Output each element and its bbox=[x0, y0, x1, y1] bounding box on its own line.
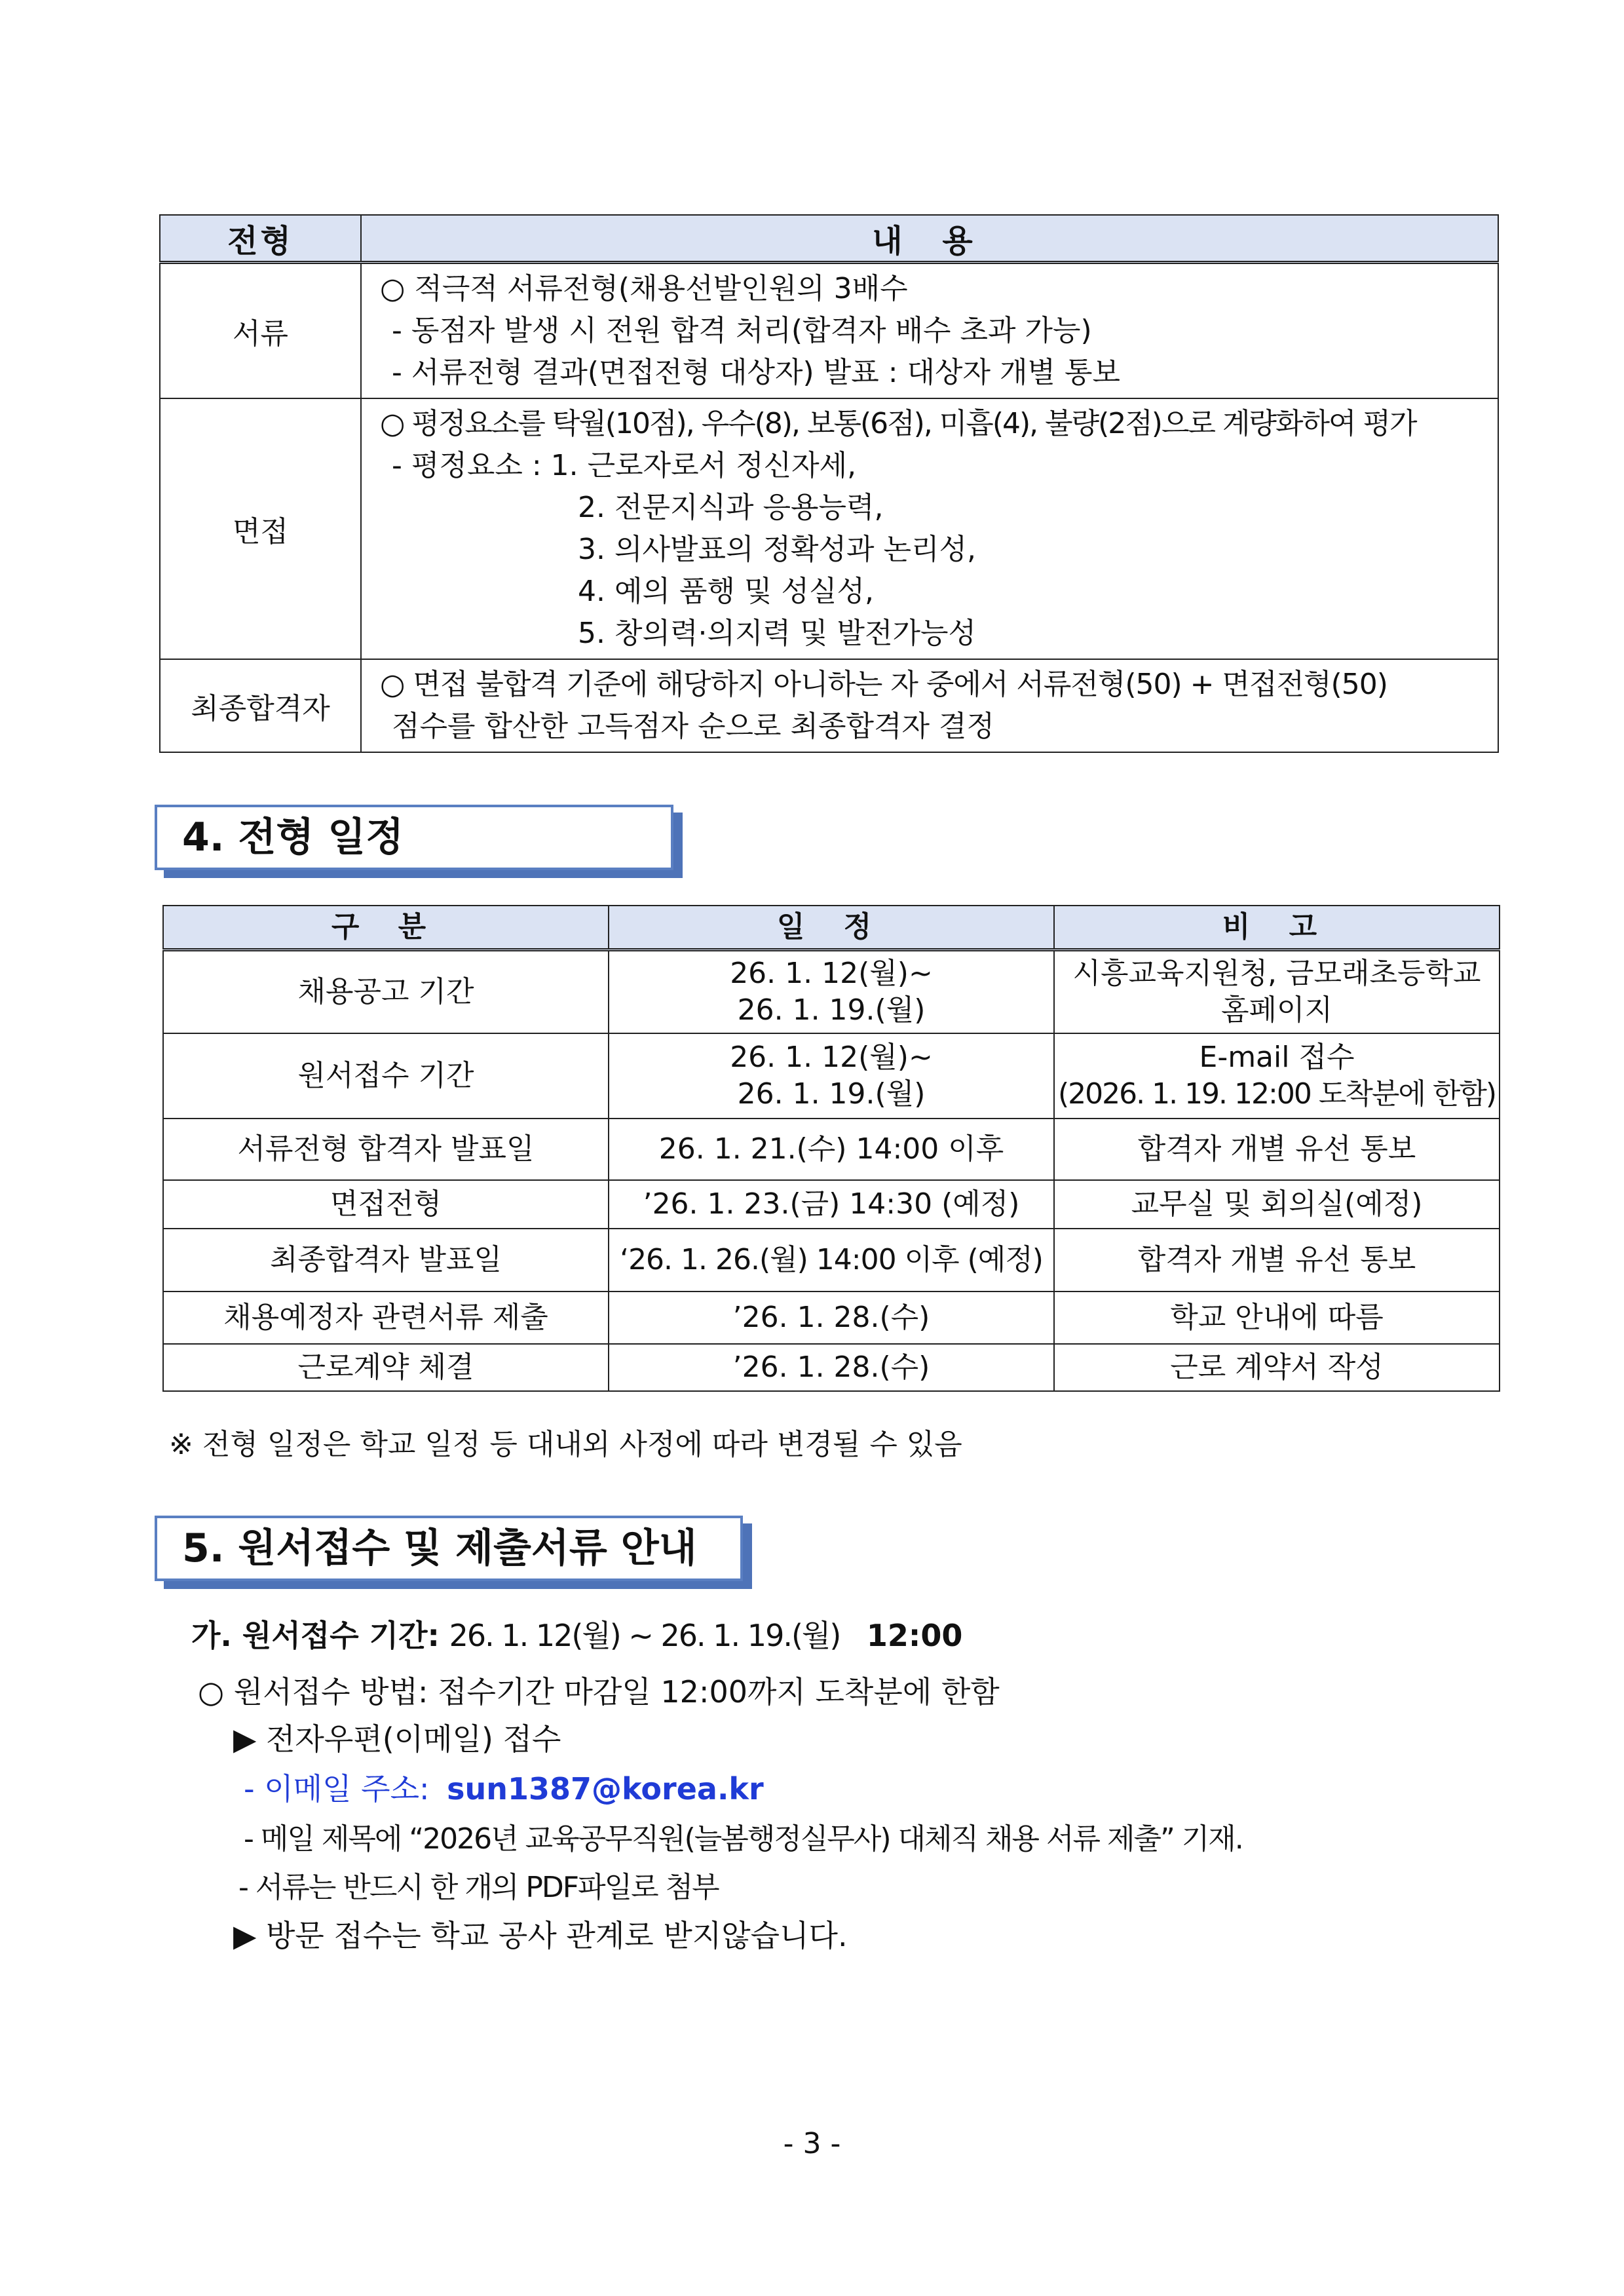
email-address[interactable]: sun1387@korea.kr bbox=[447, 1771, 764, 1807]
schedule-note bbox=[1054, 950, 1500, 1034]
schedule-item: 채용예정자 관련서류 제출 bbox=[163, 1292, 609, 1344]
schedule-item: 채용공고 기간 bbox=[163, 950, 609, 1034]
table-header-row bbox=[160, 215, 1498, 263]
note-line: 시흥교육지원청, 금모래초등학교 bbox=[1072, 957, 1481, 990]
content-line: 5. 창의력·의지력 및 발전가능성 bbox=[578, 617, 976, 650]
period-label: 가. 원서접수 기간: bbox=[191, 1618, 440, 1653]
schedule-date: ’26. 1. 28.(수) bbox=[609, 1344, 1054, 1391]
schedule-date: ’26. 1. 28.(수) bbox=[609, 1292, 1054, 1344]
table-row bbox=[163, 1292, 1500, 1344]
schedule-table bbox=[162, 905, 1500, 1392]
page-number: - 3 - bbox=[783, 2127, 841, 2160]
period-value: 26. 1. 12(월) ~ 26. 1. 19.(월) bbox=[449, 1618, 840, 1653]
date-line: 26. 1. 19.(월) bbox=[737, 1077, 926, 1111]
table-row bbox=[163, 1180, 1500, 1229]
table-row bbox=[163, 1344, 1500, 1391]
table-row bbox=[160, 398, 1498, 659]
header-remarks: 비 고 bbox=[1054, 906, 1500, 950]
header-schedule: 일 정 bbox=[609, 906, 1054, 950]
schedule-note: 합격자 개별 유선 통보 bbox=[1054, 1229, 1500, 1292]
row-category: 면접 bbox=[160, 398, 361, 659]
table-row bbox=[163, 1033, 1500, 1119]
table-row bbox=[163, 950, 1500, 1034]
content-line: - 서류전형 결과(면접전형 대상자) 발표 : 대상자 개별 통보 bbox=[392, 356, 1121, 389]
row-category: 최종합격자 bbox=[160, 659, 361, 752]
content-line: 4. 예의 품행 및 성실성, bbox=[578, 575, 874, 608]
schedule-date bbox=[609, 950, 1054, 1034]
row-category: 서류 bbox=[160, 263, 361, 399]
schedule-date bbox=[609, 1033, 1054, 1119]
row-content bbox=[361, 659, 1498, 752]
content-line: 2. 전문지식과 응용능력, bbox=[578, 491, 884, 524]
content-line: - 동점자 발생 시 전원 합격 처리(합격자 배수 초과 가능) bbox=[392, 314, 1092, 347]
note-line: 홈페이지 bbox=[1220, 993, 1332, 1027]
content-line: ○ 적극적 서류전형(채용선발인원의 3배수 bbox=[380, 272, 908, 305]
date-line: 26. 1. 12(월)~ bbox=[730, 1041, 933, 1074]
table-row bbox=[163, 1119, 1500, 1180]
header-type: 전형 bbox=[160, 215, 361, 263]
visit-notice: ▶ 방문 접수는 학교 공사 관계로 받지않습니다. bbox=[233, 1918, 848, 1953]
application-method: ○ 원서접수 방법: 접수기간 마감일 12:00까지 도착분에 한함 bbox=[198, 1674, 1000, 1710]
application-period bbox=[191, 1612, 962, 1655]
content-line: - 평정요소 : 1. 근로자로서 정신자세, bbox=[392, 449, 857, 482]
schedule-date: 26. 1. 21.(수) 14:00 이후 bbox=[609, 1119, 1054, 1180]
row-content bbox=[361, 263, 1498, 399]
schedule-note: 교무실 및 회의실(예정) bbox=[1054, 1180, 1500, 1229]
content-line: ○ 면접 불합격 기준에 해당하지 아니하는 자 중에서 서류전형(50) + 면접전형(50) bbox=[380, 668, 1388, 701]
schedule-item: 최종합격자 발표일 bbox=[163, 1229, 609, 1292]
header-category: 구 분 bbox=[163, 906, 609, 950]
pdf-attachment-line: - 서류는 반드시 한 개의 PDF파일로 첨부 bbox=[238, 1871, 719, 1904]
schedule-item: 원서접수 기간 bbox=[163, 1033, 609, 1119]
selection-criteria-table bbox=[159, 214, 1499, 753]
schedule-date: ’26. 1. 23.(금) 14:30 (예정) bbox=[609, 1180, 1054, 1229]
date-line: 26. 1. 19.(월) bbox=[737, 993, 926, 1027]
row-content bbox=[361, 398, 1498, 659]
table-header-row bbox=[163, 906, 1500, 950]
email-subject-line: - 메일 제목에 “2026년 교육공무직원(늘봄행정실무사) 대체직 채용 서류 제출” 기재. bbox=[244, 1822, 1243, 1856]
schedule-item: 근로계약 체결 bbox=[163, 1344, 609, 1391]
schedule-note-text: ※ 전형 일정은 학교 일정 등 대내외 사정에 따라 변경될 수 있음 bbox=[169, 1428, 962, 1461]
schedule-date: ‘26. 1. 26.(월) 14:00 이후 (예정) bbox=[609, 1229, 1054, 1292]
date-line: 26. 1. 12(월)~ bbox=[730, 957, 933, 990]
schedule-note: 근로 계약서 작성 bbox=[1054, 1344, 1500, 1391]
note-line: (2026. 1. 19. 12:00 도착분에 한함) bbox=[1057, 1077, 1496, 1111]
content-line: ○ 평정요소를 탁월(10점), 우수(8), 보통(6점), 미흡(4), 불량(2점)으로 계량화하여 평가 bbox=[380, 407, 1416, 440]
note-line: E-mail 접수 bbox=[1199, 1041, 1355, 1074]
email-label: - 이메일 주소: bbox=[244, 1771, 430, 1807]
schedule-item: 면접전형 bbox=[163, 1180, 609, 1229]
table-row bbox=[163, 1229, 1500, 1292]
section-title: 5. 원서접수 및 제출서류 안내 bbox=[155, 1516, 743, 1581]
table-row bbox=[160, 659, 1498, 752]
period-time: 12:00 bbox=[866, 1618, 963, 1653]
schedule-item: 서류전형 합격자 발표일 bbox=[163, 1119, 609, 1180]
email-address-line bbox=[244, 1765, 764, 1808]
email-heading: ▶ 전자우편(이메일) 접수 bbox=[233, 1721, 561, 1757]
schedule-note bbox=[1054, 1033, 1500, 1119]
table-row bbox=[160, 263, 1498, 399]
header-content: 내 용 bbox=[361, 215, 1498, 263]
section-title: 4. 전형 일정 bbox=[155, 805, 673, 870]
content-line: 점수를 합산한 고득점자 순으로 최종합격자 결정 bbox=[392, 710, 995, 743]
schedule-note: 학교 안내에 따름 bbox=[1054, 1292, 1500, 1344]
content-line: 3. 의사발표의 정확성과 논리성, bbox=[578, 533, 976, 566]
schedule-note: 합격자 개별 유선 통보 bbox=[1054, 1119, 1500, 1180]
